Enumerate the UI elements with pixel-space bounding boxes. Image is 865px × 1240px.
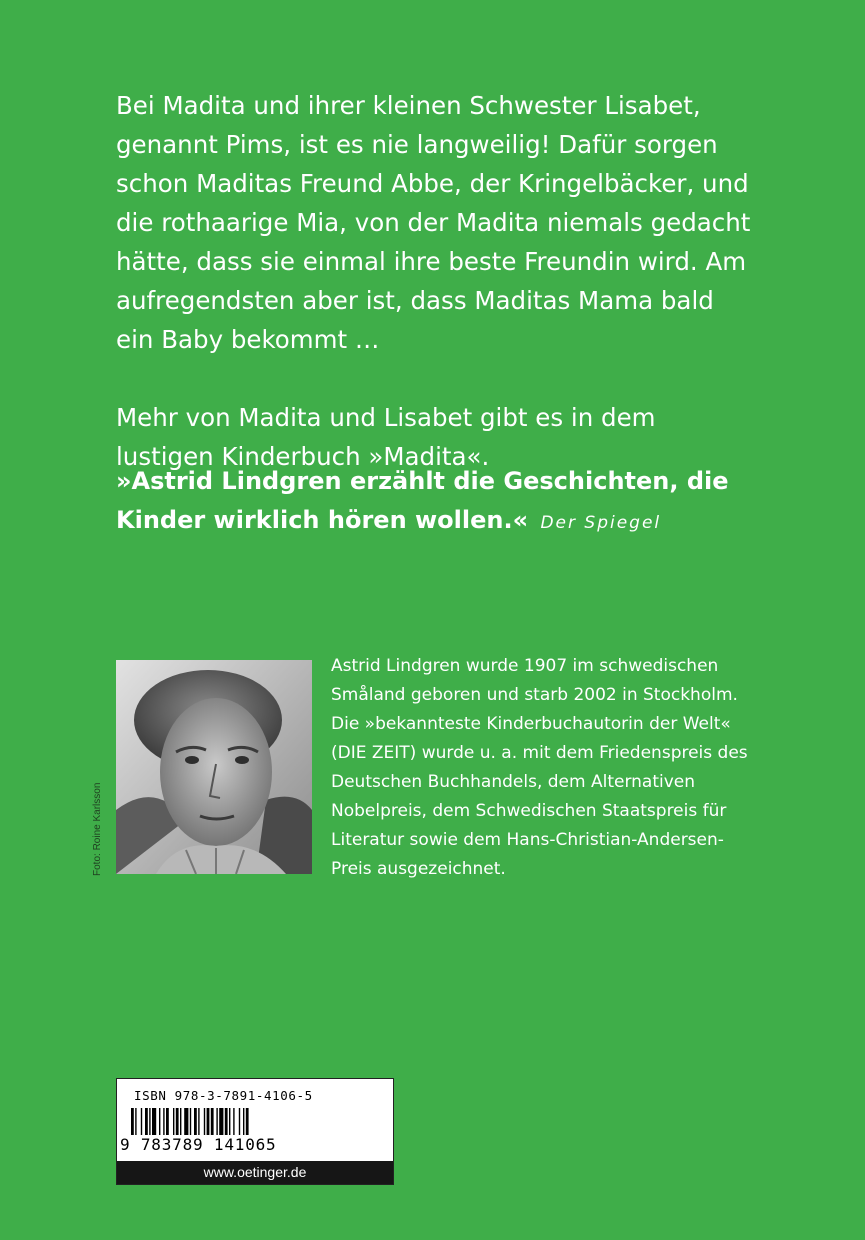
book-blurb [116,86,756,476]
quote-source: Der Spiegel [540,513,662,533]
author-bio: Astrid Lindgren wurde 1907 im schwedischen Småland geboren und starb 2002 in Stockholm. Die »bekannteste Kinderbuchautorin der Welt« (DIE ZEIT) wurde u. a. mit dem Friedenspreis des Deutschen Buchhandels, dem Alternativen Nobelpreis, dem Schwedischen Staatspreis für Literatur sowie dem Hans-Christian-Andersen-Preis ausgezeichnet. [331,656,748,879]
blurb-paragraph-1: Bei Madita und ihrer kleinen Schwester Lisabet, genannt Pims, ist es nie langweilig! Dafür sorgen schon Maditas Freund Abbe, der Kringelbäcker, und die rothaarige Mia, von der Madita niemals gedacht hätte, dass sie einmal ihre beste Freundin wird. Am aufregendsten aber ist, dass Maditas Mama bald ein Baby bekommt … [116,91,751,354]
photo-credit: Foto: Roine Karlsson [92,782,103,876]
isbn-barcode [116,1078,394,1185]
quote-text: »Astrid Lindgren erzählt die Geschichten, die Kinder wirklich hören wollen.« [116,467,729,534]
author-portrait-image [116,660,312,874]
author-photo [116,660,312,874]
blurb-paragraph-2: Mehr von Madita und Lisabet gibt es in dem lustigen Kinderbuch »Madita«. [116,403,656,471]
barcode-digits: 9 783789 141065 [120,1135,277,1154]
publisher-url: www.oetinger.de [117,1161,393,1184]
isbn-label: ISBN 978-3-7891-4106-5 [134,1088,313,1103]
press-quote [116,462,756,543]
